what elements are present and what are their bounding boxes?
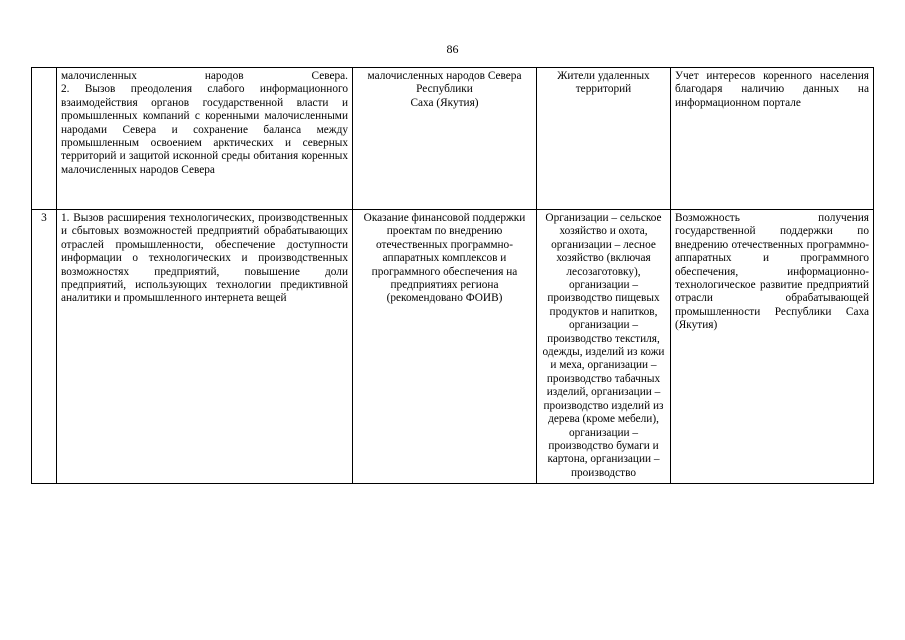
challenge-cell: 1. Вызов расширения технологических, производственных и сбытовых возможностей предприятий обрабатывающих отраслей промышленности, обеспечение доступности информации о технологических и производственных возможностях предприятий, повышение доли предприятий, использующих технологии предиктивной аналитики и промышленного интернета вещей: [57, 210, 353, 484]
measure-text-line: Республики: [416, 83, 473, 96]
row-number-cell: [32, 68, 57, 210]
measure-text-line: Саха (Якутия): [410, 96, 479, 109]
challenge-cell: [57, 68, 353, 210]
row-number-cell: 3: [32, 210, 57, 484]
page-number: 86: [446, 42, 459, 56]
effect-cell: Учет интересов коренного населения благодаря наличию данных на информационном портале: [671, 68, 874, 210]
target-group-cell: Организации – сельское хозяйство и охота, организации – лесное хозяйство (включая лесозаготовку), организации – производство пищевых продуктов и напитков, организации – производство текстиля, одежды, изделий из кожи и меха, организации – производство табачных изделий, организации – производство изделий из дерева (кроме мебели), организации – производство бумаги и картона, организации – производство: [537, 210, 671, 484]
target-group-cell: Жители удаленных территорий: [537, 68, 671, 210]
measure-cell: Оказание финансовой поддержки проектам по внедрению отечественных программно-аппаратных комплексов и программного обеспечения на предприятиях региона (рекомендовано ФОИВ): [353, 210, 537, 484]
effect-cell: Возможность получения государственной поддержки по внедрению отечественных программно-аппаратных и программного обеспечения, информационно-технологическое развитие предприятий отрасли обрабатывающей промышленности Республики Саха (Якутия): [671, 210, 874, 484]
table-row: [32, 68, 874, 210]
measure-cell: [353, 68, 537, 210]
measures-table: [31, 67, 874, 484]
measure-text-line: малочисленных народов Севера: [367, 70, 522, 82]
table-row: [32, 210, 874, 484]
challenge-text-line: малочисленных народов Севера.: [61, 70, 348, 82]
challenge-text: 2. Вызов преодоления слабого информационного взаимодействия органов государственной власти и промышленных компаний с коренными малочисленными народами Севера и сохранение баланса между промышленным освоением арктических и северных территорий и защитой исконной среды обитания коренных малочисленных народов Севера: [61, 83, 348, 176]
